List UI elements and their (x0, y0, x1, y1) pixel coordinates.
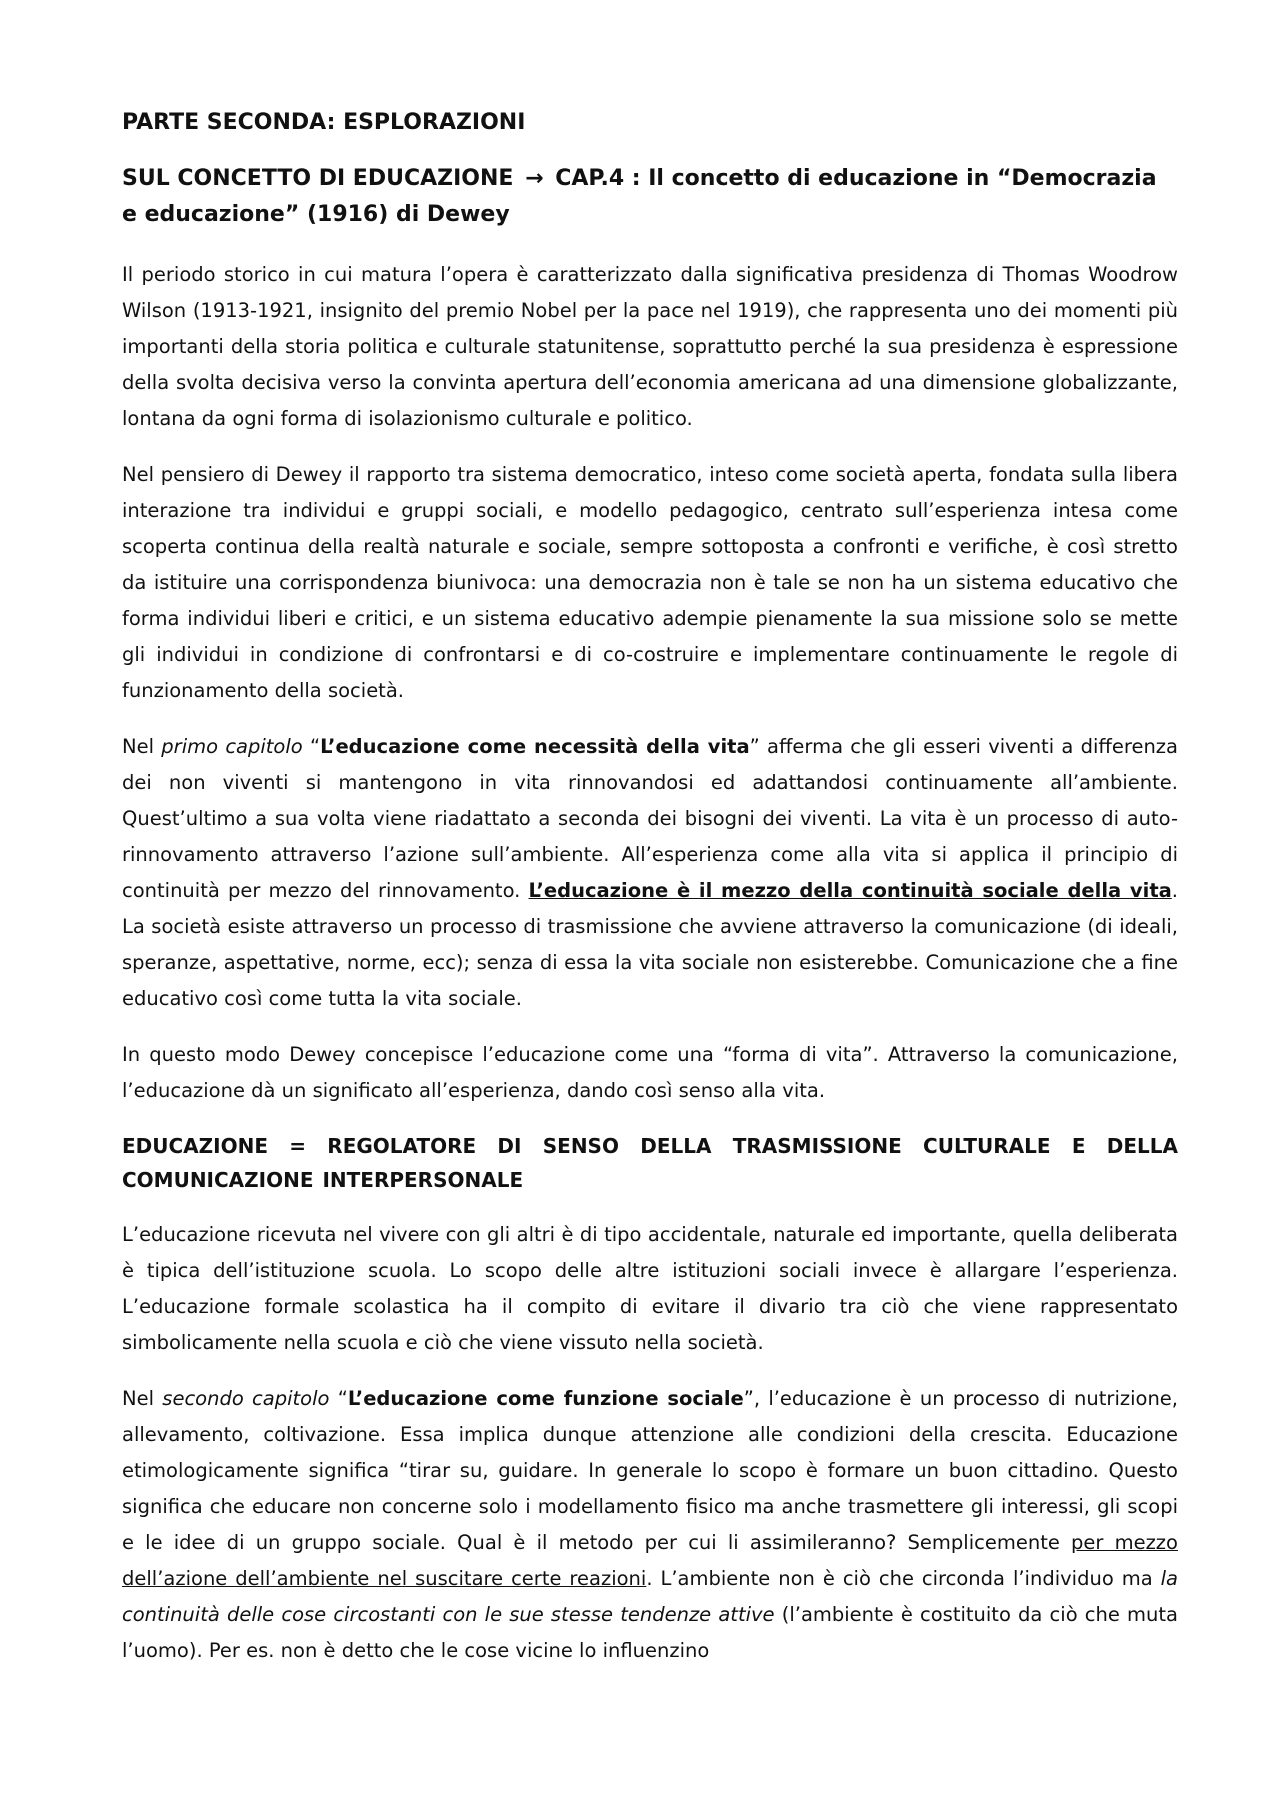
education-definition-heading: EDUCAZIONE = REGOLATORE DI SENSO DELLA TRASMISSIONE CULTURALE E DELLA COMUNICAZIONE INTERPERSONALE (122, 1134, 1178, 1192)
paragraph-formal-education: L’educazione ricevuta nel vivere con gli altri è di tipo accidentale, naturale ed importante, quella deliberata è tipica dell’istituzione scuola. Lo scopo delle altre istituzioni sociali invece è allargare l’esperienza. L’educazione formale scolastica ha il compito di evitare il divario tra ciò che viene rappresentato simbolicamente nella scuola e ciò che viene vissuto nella società. (122, 1223, 1178, 1354)
paragraph-form-of-life: In questo modo Dewey concepisce l’educazione come una “forma di vita”. Attraverso la comunicazione, l’educazione dà un significato all’esperienza, dando così senso alla vita. (122, 1043, 1178, 1102)
underlined-environment-action: per mezzo dell’azione dell’ambiente nel suscitare certe reazioni (122, 1531, 1178, 1590)
italic-second-chapter: secondo capitolo (162, 1387, 330, 1410)
bold-underlined-key-concept: L’educazione è il mezzo della continuità sociale della vita (528, 879, 1172, 902)
text-span: “ (329, 1387, 348, 1410)
text-span: ” afferma che gli esseri viventi a differenza dei non viventi si mantengono in vita rinnovandosi ed adattandosi continuamente all’ambiente. Quest’ultimo a sua volta viene riadattato a seconda dei bisogni dei viventi. La vita è un processo di auto-rinnovamento attraverso l’azione sull’ambiente. All’esperienza come alla vita si applica il principio di continuità per mezzo del rinnovamento. (122, 735, 1178, 902)
part-heading: PARTE SECONDA: ESPLORAZIONI (122, 110, 526, 135)
italic-environment-definition: la continuità delle cose circostanti con le sue stesse tendenze attive (122, 1567, 1179, 1626)
bold-second-chapter-title: L’educazione come funzione sociale (347, 1387, 744, 1410)
chapter-heading-prefix: SUL CONCETTO DI EDUCAZIONE (122, 166, 514, 191)
paragraph-historical-context: Il periodo storico in cui matura l’opera è caratterizzato dalla significativa presidenza di Thomas Woodrow Wilson (1913-1921, insignito del premio Nobel per la pace nel 1919), che rappresenta uno dei momenti più importanti della storia politica e culturale statunitense, soprattutto perché la sua presidenza è espressione della svolta decisiva verso la convinta apertura dell’economia americana ad una dimensione globalizzante, lontana da ogni forma di isolazionismo culturale e politico. (122, 263, 1178, 430)
arrow-right-icon: → (525, 166, 544, 191)
text-span: Nel (122, 735, 162, 758)
text-span: . La società esiste attraverso un processo di trasmissione che avviene attraverso la comunicazione (di ideali, speranze, aspettative, norme, ecc); senza di essa la vita sociale non esisterebbe. Comunicazione che a fine educativo così come tutta la vita sociale. (122, 879, 1178, 1010)
text-span: ”, l’educazione è un processo di nutrizione, allevamento, coltivazione. Essa implica dunque attenzione alle condizioni della crescita. Educazione etimologicamente significa “tirar su, guidare. In generale lo scopo è formare un buon cittadino. Questo significa che educare non concerne solo i modellamento fisico ma anche trasmettere gli interessi, gli scopi e le idee di un gruppo sociale. Qual è il metodo per cui li assimileranno? Semplicemente (122, 1387, 1178, 1554)
text-span: . L’ambiente non è ciò che circonda l’individuo ma (646, 1567, 1161, 1590)
text-span: (l’ambiente è costituito da ciò che muta l’uomo). Per es. non è detto che le cose vicine lo influenzino (122, 1603, 1178, 1662)
text-span: Nel (122, 1387, 163, 1410)
document-page (122, 105, 1178, 1689)
text-span: “ (302, 735, 321, 758)
italic-first-chapter: primo capitolo (161, 735, 303, 758)
bold-first-chapter-title: L’educazione come necessità della vita (320, 735, 750, 758)
paragraph-first-chapter (122, 729, 1178, 1017)
paragraph-democracy-pedagogy: Nel pensiero di Dewey il rapporto tra sistema democratico, inteso come società aperta, fondata sulla libera interazione tra individui e gruppi sociali, e modello pedagogico, centrato sull’esperienza intesa come scoperta continua della realtà naturale e sociale, sempre sottoposta a confronti e verifiche, è così stretto da istituire una corrispondenza biunivoca: una democrazia non è tale se non ha un sistema educativo che forma individui liberi e critici, e un sistema educativo adempie pienamente la sua missione solo se mette gli individui in condizione di confrontarsi e di co-costruire e implementare continuamente le regole di funzionamento della società. (122, 463, 1178, 702)
chapter-heading-title: CAP.4 : Il concetto di educazione in “Democrazia e educazione” (1916) di Dewey (122, 166, 1157, 227)
chapter-heading (122, 161, 1178, 233)
paragraph-second-chapter (122, 1381, 1178, 1669)
